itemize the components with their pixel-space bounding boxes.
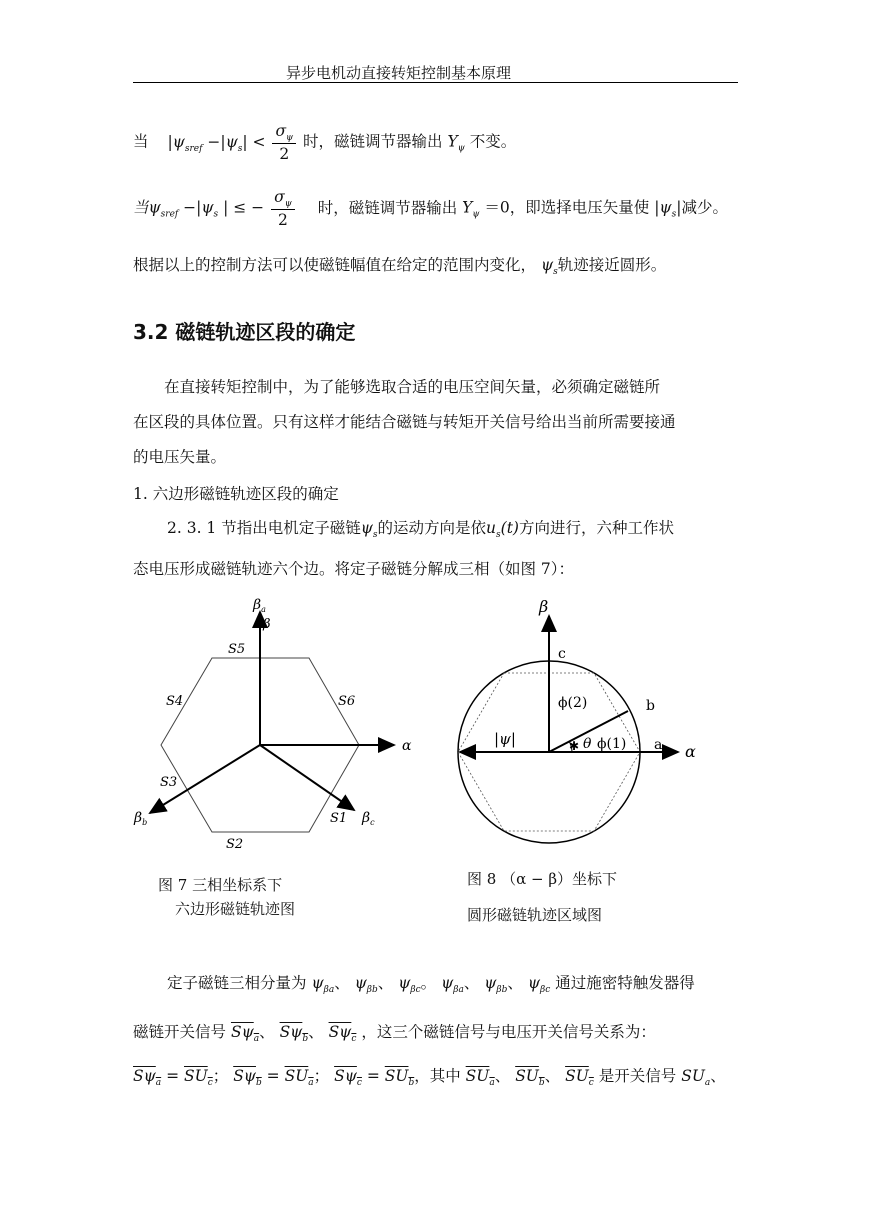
subscript: βc [410, 985, 421, 995]
paragraph-1 [133, 370, 739, 475]
subscript: a [253, 1034, 260, 1044]
math-token: ψ [540, 256, 554, 274]
math-token: = [161, 1067, 184, 1085]
header-rule [133, 82, 738, 83]
math-token: (t) [500, 519, 519, 537]
text: 根据以上的控制方法可以使磁链幅值在给定的范围内变化， [133, 256, 537, 274]
text: 不变。 [469, 132, 517, 151]
frac-num: σ [274, 188, 285, 206]
signal-s-psi-b [233, 1067, 262, 1088]
text: ； [212, 1067, 229, 1085]
subscript: a [704, 1078, 711, 1088]
math-token: = [261, 1067, 285, 1085]
signal-s-psi-b [279, 1023, 309, 1044]
math-token: u [486, 519, 497, 537]
math-token: |ψ [167, 132, 185, 151]
text: 、 [544, 1067, 561, 1085]
subscript: βa [323, 985, 335, 995]
beta-label: β [263, 617, 271, 632]
text: 方向进行，六种工作状 [518, 519, 674, 537]
beta-label: β [539, 597, 549, 616]
s6-label: S6 [338, 694, 356, 709]
figure-7-hexagon [128, 595, 428, 865]
subscript: a [308, 1078, 314, 1088]
subscript: sref [160, 209, 179, 220]
subscript: c [588, 1078, 594, 1088]
subscript: b [302, 1034, 309, 1044]
math-token: Y [447, 132, 458, 151]
math-token: −|ψ [207, 132, 238, 151]
signal-s-psi-c [328, 1023, 357, 1044]
text: 时，磁链调节器输出 [303, 132, 443, 151]
subscript: βa [453, 985, 464, 995]
b-label: b [646, 698, 655, 714]
math-token: |ψ [654, 198, 672, 217]
math-token: SU [184, 1067, 208, 1085]
figure-7-caption-line-1: 图 7 三相坐标系下 [158, 876, 283, 894]
subscript: βc [540, 985, 551, 995]
text: 、 [463, 974, 480, 992]
text: 是开关信号 [598, 1067, 677, 1085]
subscript: a [155, 1078, 162, 1088]
text: 磁链开关信号 [133, 1023, 227, 1041]
text: 、 [308, 1023, 324, 1041]
math-token: ψ [484, 974, 497, 992]
running-header: 异步电机动直接转矩控制基本原理 [286, 64, 512, 82]
subscript: s [671, 209, 677, 220]
paragraph-2-line-1 [167, 516, 674, 540]
math-token: −|ψ [183, 198, 214, 217]
math-token: Y [462, 198, 473, 217]
subscript: b [408, 1078, 415, 1088]
para-line: 在区段的具体位置。只有这样才能结合磁链与转矩开关信号给出当前所需要接通 [133, 413, 676, 431]
math-token: ψ [398, 974, 411, 992]
text: 当 [133, 132, 149, 151]
frac-den: 2 [279, 145, 290, 163]
math-token: ψ [360, 519, 373, 537]
math-token: Sψ [230, 1023, 254, 1041]
s2-label: S2 [226, 837, 244, 852]
text: 、 [710, 1067, 726, 1085]
math-token: SU [515, 1067, 539, 1085]
text: |减少。 [676, 198, 728, 217]
text: ； [313, 1067, 330, 1085]
math-token: | < [242, 132, 266, 151]
subscript: ψ [457, 143, 465, 154]
theta-label: θ [583, 736, 592, 752]
text: 的运动方向是依 [377, 519, 487, 537]
frac-den: 2 [278, 211, 288, 229]
s1-label: S1 [330, 811, 348, 826]
figure-8-caption-line-1: 图 8 （α − β）坐标下 [467, 870, 617, 888]
math-token: Sψ [133, 1067, 156, 1085]
para-line: 的电压矢量。 [133, 448, 227, 466]
subscript: s [237, 143, 243, 154]
text: 2. 3. 1 节指出电机定子磁链 [167, 519, 361, 537]
subscript: βb [366, 985, 378, 995]
figure-7-caption-line-2: 六边形磁链轨迹图 [175, 900, 296, 918]
frac-num: σ [275, 122, 287, 140]
signal-su-c [184, 1067, 213, 1088]
beta-c-label: $\beta_c$ [362, 810, 375, 827]
subscript: ψ [284, 199, 292, 209]
a-label: a [654, 737, 663, 753]
subscript: c [207, 1078, 213, 1088]
summary-line [133, 253, 666, 277]
text: 、 [494, 1067, 511, 1085]
subscript: b [255, 1078, 262, 1088]
fraction-sigma-half [272, 122, 296, 163]
paragraph-3-line-1 [167, 971, 695, 995]
subscript: ψ [286, 133, 294, 143]
subscript: βb [496, 985, 508, 995]
signal-su-b [515, 1067, 545, 1088]
math-token: Sψ [334, 1067, 357, 1085]
paragraph-3-line-2 [133, 1020, 656, 1044]
math-token: Sψ [233, 1067, 256, 1085]
math-token: ψ [311, 974, 324, 992]
signal-su-a [465, 1067, 495, 1088]
c-label: c [558, 646, 566, 662]
math-token: SU [565, 1067, 589, 1085]
alpha-label: α [402, 738, 412, 754]
text: ，其中 [414, 1067, 461, 1085]
subscript: b [538, 1078, 545, 1088]
signal-s-psi-a [230, 1023, 260, 1044]
text: 。 [420, 974, 437, 992]
figure-8-caption-line-2: 圆形磁链轨迹区域图 [467, 906, 603, 924]
beta-a-label: $\beta_a$ [253, 597, 266, 614]
signal-su-a [284, 1067, 314, 1088]
math [167, 132, 270, 154]
subscript: s [213, 209, 219, 220]
math-token: Sψ [279, 1023, 303, 1041]
paragraph-3-line-3 [133, 1064, 726, 1088]
subscript: ψ [472, 209, 480, 220]
list-item-1: 1. 六边形磁链轨迹区段的确定 [133, 485, 339, 503]
math-token: = [361, 1067, 385, 1085]
condition-line-1 [133, 122, 516, 163]
psi-abs-label: |ψ| [494, 730, 516, 748]
math-token: 当ψ [133, 198, 161, 217]
signal-s-psi-a [133, 1067, 162, 1088]
figure-8-circle [440, 592, 710, 872]
phi2-label: ϕ(2) [558, 695, 588, 711]
subscript: c [356, 1078, 362, 1088]
math-token: Sψ [328, 1023, 352, 1041]
text: 、 [507, 974, 523, 992]
math-token: ψ [441, 974, 454, 992]
alpha-label: α [685, 742, 696, 761]
subscript: s [553, 267, 558, 277]
signal-s-psi-c [334, 1067, 362, 1088]
text: 、 [377, 974, 394, 992]
section-heading: 3.2 磁链轨迹区段的确定 [133, 320, 356, 344]
math-token: SU [284, 1067, 309, 1085]
subscript: c [351, 1034, 357, 1044]
text: 、 [259, 1023, 275, 1041]
math-token: ψ [354, 974, 367, 992]
signal-su-b [384, 1067, 415, 1088]
phi1-label: ϕ(1) [597, 736, 627, 752]
math-token: | ≤ − [223, 198, 265, 217]
subscript: s [496, 530, 501, 540]
s3-label: S3 [160, 775, 178, 790]
math-token: ψ [527, 974, 540, 992]
subscript: a [489, 1078, 495, 1088]
text: 、 [334, 974, 350, 992]
math-token: SU [681, 1067, 705, 1085]
subscript: s [372, 530, 378, 540]
signal-su-c [565, 1067, 594, 1088]
math-token: SU [384, 1067, 409, 1085]
text: 定子磁链三相分量为 [167, 974, 307, 992]
text: ＝0，即选择电压矢量使 [484, 198, 650, 217]
s5-label: S5 [228, 642, 246, 657]
paragraph-2-line-2: 态电压形成磁链轨迹六个边。将定子磁链分解成三相（如图 7）： [133, 560, 575, 578]
math-token: SU [465, 1067, 490, 1085]
fraction-sigma-half [271, 188, 295, 229]
para-line: 在直接转矩控制中，为了能够选取合适的电压空间矢量，必须确定磁链所 [164, 378, 661, 396]
beta-b-label: $\beta_b$ [134, 810, 148, 827]
theta-star: ✱ [569, 739, 580, 753]
text: 通过施密特触发器得 [555, 974, 695, 992]
text: ，这三个磁链信号与电压开关信号关系为： [361, 1023, 656, 1041]
condition-line-2 [133, 188, 728, 229]
text: 时，磁链调节器输出 [317, 198, 458, 217]
subscript: sref [184, 143, 203, 154]
text: 轨迹接近圆形。 [557, 256, 667, 274]
s4-label: S4 [166, 694, 184, 709]
